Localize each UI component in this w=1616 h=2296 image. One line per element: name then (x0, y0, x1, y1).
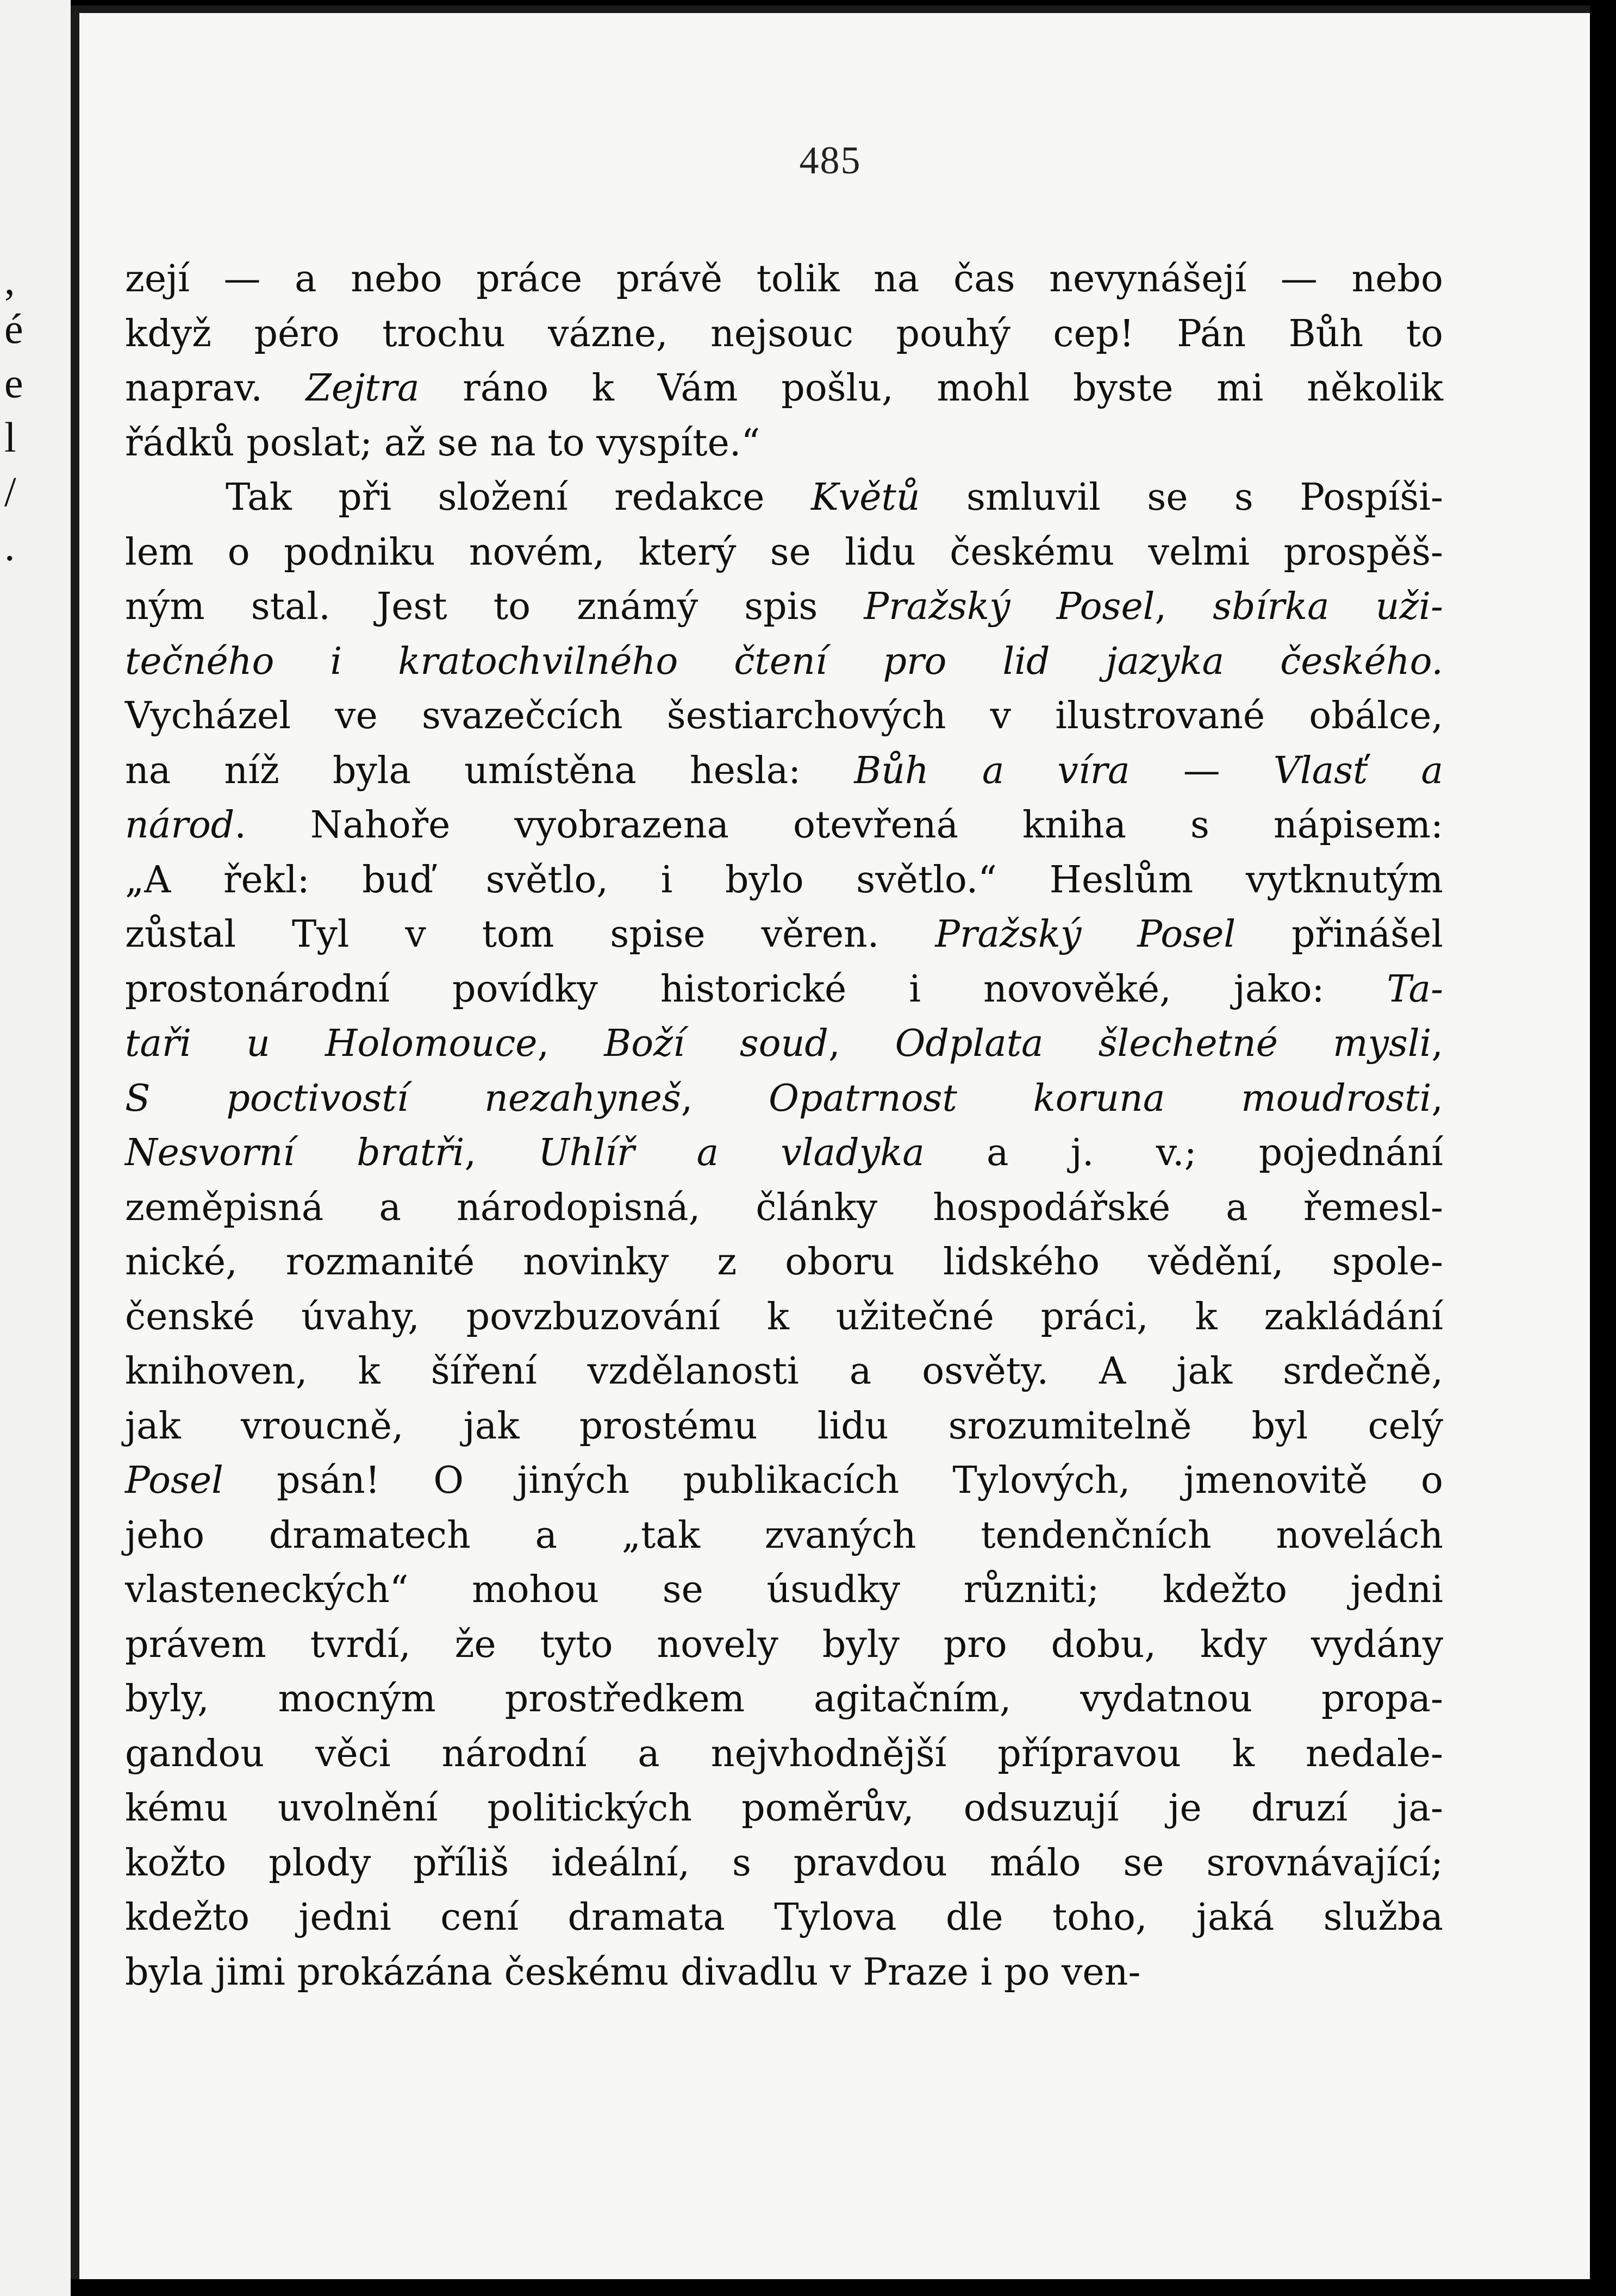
text-line: kožto plody příliš ideální, s pravdou málo se srovnávající; (125, 1841, 1443, 1885)
text-line: byla jimi prokázána českému divadlu v Praze i po ven- (125, 1950, 1141, 1994)
text-line: byly, mocným prostředkem agitačním, vydatnou propa- (125, 1678, 1443, 1721)
gutter-mark: / (4, 468, 16, 515)
body-text (125, 252, 1443, 2000)
text-line: jak vroucně, jak prostému lidu srozumitelně byl celý (125, 1404, 1443, 1448)
text-line: Vycházel ve svazečcích šestiarchových v ilustrované obálce, (125, 695, 1443, 737)
text-line: Posel psán! O jiných publikacích Tylových, jmenovitě o (125, 1459, 1443, 1502)
text-line: národ. Nahoře vyobrazena otevřená kniha s nápisem: (125, 804, 1443, 847)
text-line: vlasteneckých“ mohou se úsudky různiti; kdežto jedni (125, 1568, 1443, 1611)
gutter-mark: é (4, 305, 23, 352)
text-line: jeho dramatech a „tak zvaných tendenčních novelách (125, 1513, 1443, 1557)
text-line: Nesvorní bratři, Uhlíř a vladyka a j. v.; pojednání (125, 1131, 1443, 1174)
text-line: kdežto jedni cení dramata Tylova dle toho, jaká služba (125, 1896, 1443, 1939)
text-line: prostonárodní povídky historické i novověké, jako: Ta- (125, 967, 1443, 1011)
text-line: „A řekl: buď světlo, i bylo světlo.“ Heslům vytknutým (125, 858, 1443, 902)
text-line: nické, rozmanité novinky z oboru lidského vědění, spole- (125, 1241, 1443, 1284)
text-line: kému uvolnění politických poměrův, odsuzují je druzí ja- (125, 1787, 1443, 1830)
gutter-mark: , (4, 256, 15, 303)
text-line: čenské úvahy, povzbuzování k užitečné práci, k zakládání (125, 1295, 1443, 1338)
text-line: když péro trochu vázne, nejsouc pouhý cep! Pán Bůh to (125, 312, 1443, 355)
text-line: gandou věci národní a nejvhodnější přípravou k nedale- (125, 1732, 1443, 1775)
page-binding-edge (71, 13, 79, 2279)
text-line: zůstal Tyl v tom spise věren. Pražský Posel přinášel (125, 913, 1443, 956)
page-number: 485 (799, 139, 862, 182)
text-line: naprav. Zejtra ráno k Vám pošlu, mohl byste mi několik (125, 367, 1443, 410)
text-line: tečného i kratochvilného čtení pro lid jazyka českého. (125, 640, 1443, 683)
gutter-mark: l (4, 414, 16, 461)
text-line: na níž byla umístěna hesla: Bůh a víra — Vlasť a (125, 749, 1443, 792)
text-line: řádků poslat; až se na to vyspíte.“ (125, 421, 760, 465)
text-line: lem o podniku novém, který se lidu českému velmi prospěš- (125, 530, 1443, 574)
text-line: ným stal. Jest to známý spis Pražský Posel, sbírka uži- (125, 585, 1443, 628)
text-line: zeměpisná a národopisná, články hospodářské a řemesl- (125, 1186, 1443, 1229)
gutter-mark: e (4, 359, 23, 406)
text-line: Tak při složení redakce Květů smluvil se s Pospíši- (226, 476, 1443, 519)
text-line: zejí — a nebo práce právě tolik na čas nevynášejí — nebo (125, 258, 1443, 301)
book-page (71, 5, 1590, 2279)
text-line: taři u Holomouce, Boží soud, Odplata šlechetné mysli, (125, 1022, 1444, 1065)
gutter-mark: . (4, 522, 15, 570)
text-line: právem tvrdí, že tyto novely byly pro dobu, kdy vydány (125, 1623, 1443, 1666)
text-line: S poctivostí nezahyneš, Opatrnost koruna moudrosti, (125, 1077, 1443, 1120)
previous-page-edge (0, 0, 71, 2296)
text-line: knihoven, k šíření vzdělanosti a osvěty. A jak srdečně, (125, 1350, 1443, 1393)
